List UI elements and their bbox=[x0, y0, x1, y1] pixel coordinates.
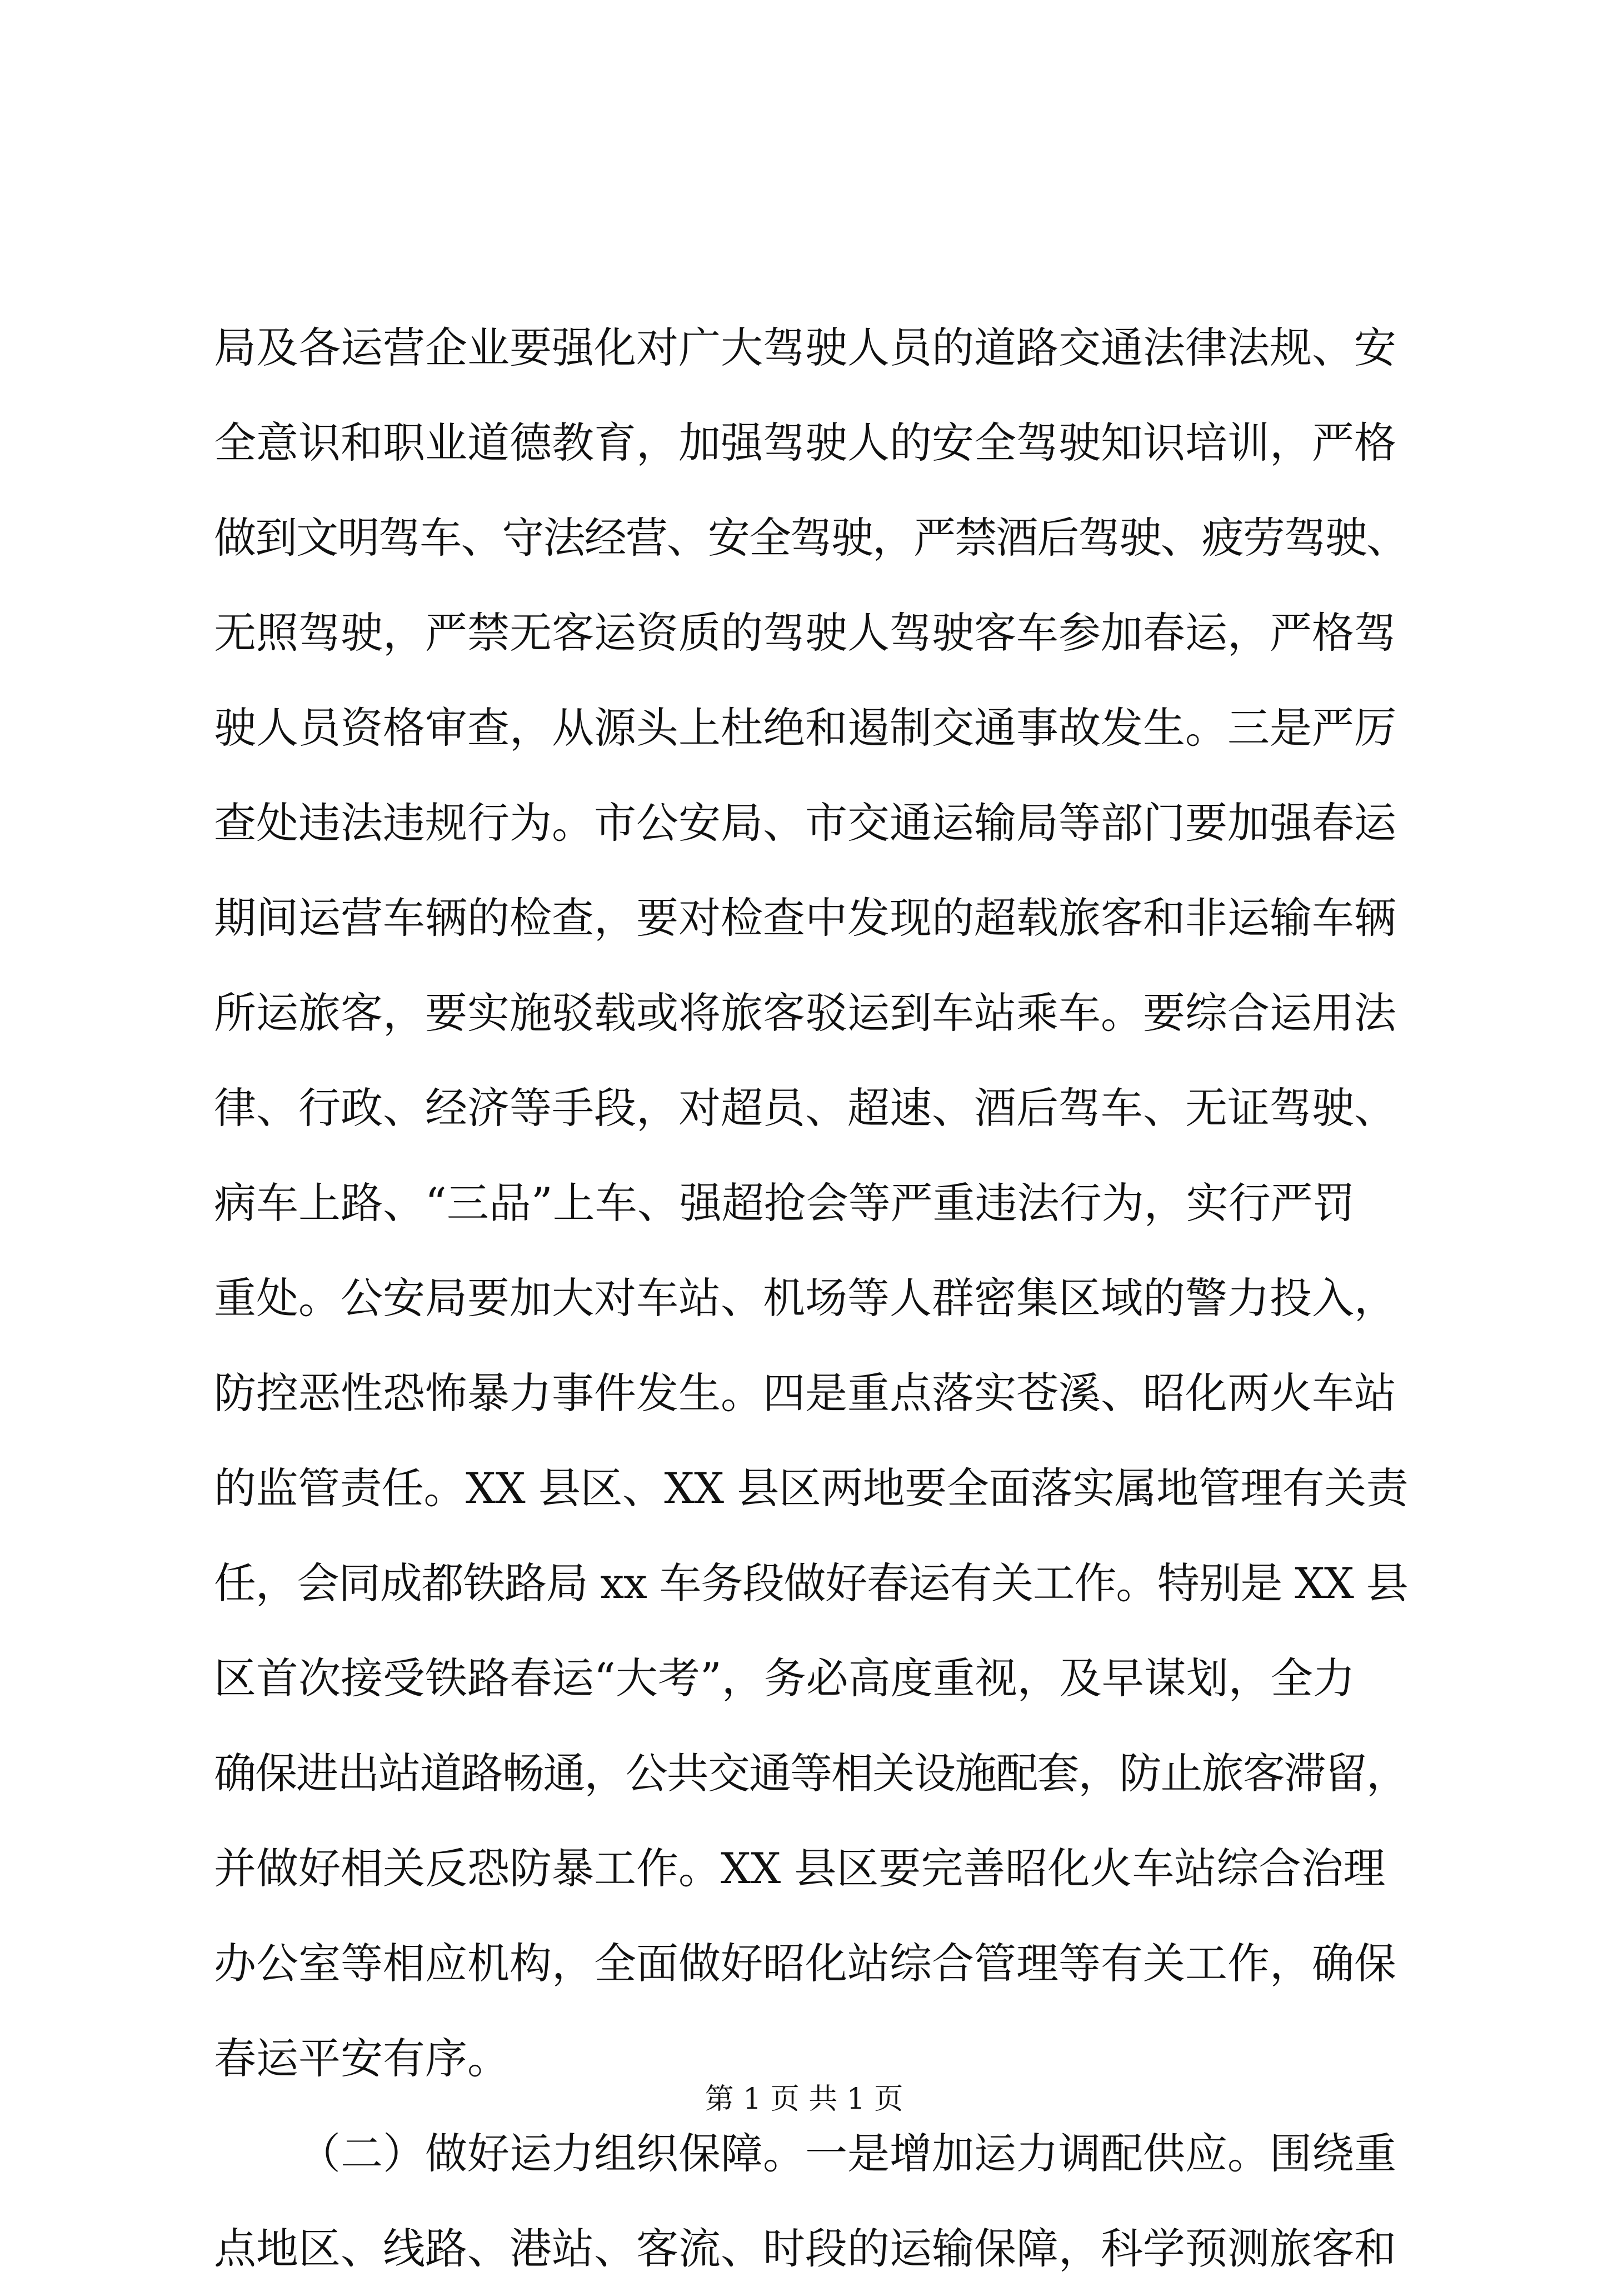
text-line: 驶人员资格审查，从源头上杜绝和遏制交通事故发生。三是严厉 bbox=[214, 703, 1396, 753]
text-line: 局及各运营企业要强化对广大驾驶人员的道路交通法律法规、安 bbox=[214, 323, 1396, 372]
text-line: 春运平安有序。 bbox=[214, 2034, 510, 2083]
text-line: 无照驾驶，严禁无客运资质的驾驶人驾驶客车参加春运，严格驾 bbox=[214, 608, 1396, 658]
page-footer: 第 1 页 共 1 页 bbox=[705, 2083, 903, 2116]
text-line: 办公室等相应机构，全面做好昭化站综合管理等有关工作，确保 bbox=[214, 1939, 1396, 1988]
text-line: 并做好相关反恐防暴工作。XX 县区要完善昭化火车站综合治理 bbox=[214, 1844, 1386, 1893]
text-line: 重处。公安局要加大对车站、机场等人群密集区域的警力投入， bbox=[214, 1273, 1396, 1323]
text-line: 全意识和职业道德教育，加强驾驶人的安全驾驶知识培训，严格 bbox=[214, 418, 1396, 467]
text-line: 做到文明驾车、守法经营、安全驾驶，严禁酒后驾驶、疲劳驾驶、 bbox=[214, 513, 1408, 562]
text-line: 律、行政、经济等手段，对超员、超速、酒后驾车、无证驾驶、 bbox=[214, 1083, 1396, 1133]
text-line: 所运旅客，要实施驳载或将旅客驳运到车站乘车。要综合运用法 bbox=[214, 988, 1396, 1038]
text-line: 期间运营车辆的检查，要对检查中发现的超载旅客和非运输车辆 bbox=[214, 893, 1396, 943]
text-line: 区首次接受铁路春运“大考”，务必高度重视，及早谋划，全力 bbox=[214, 1653, 1355, 1703]
text-line: 任，会同成都铁路局 xx 车务段做好春运有关工作。特别是 XX 县 bbox=[214, 1558, 1408, 1608]
body-text bbox=[214, 300, 1409, 2296]
paragraph-first-line: （二）做好运力组织保障。一是增加运力调配供应。围绕重 bbox=[298, 2129, 1396, 2178]
text-line: 点地区、线路、港站、客流、时段的运输保障，科学预测旅客和 bbox=[214, 2224, 1396, 2273]
text-line: 病车上路、“三品”上车、强超抢会等严重违法行为，实行严罚 bbox=[214, 1178, 1355, 1228]
text-line: 确保进出站道路畅通，公共交通等相关设施配套，防止旅客滞留， bbox=[214, 1749, 1408, 1798]
text-line: 防控恶性恐怖暴力事件发生。四是重点落实苍溪、昭化两火车站 bbox=[214, 1368, 1396, 1418]
text-line: 查处违法违规行为。市公安局、市交通运输局等部门要加强春运 bbox=[214, 798, 1396, 848]
text-line: 的监管责任。XX 县区、XX 县区两地要全面落实属地管理有关责 bbox=[214, 1463, 1409, 1513]
